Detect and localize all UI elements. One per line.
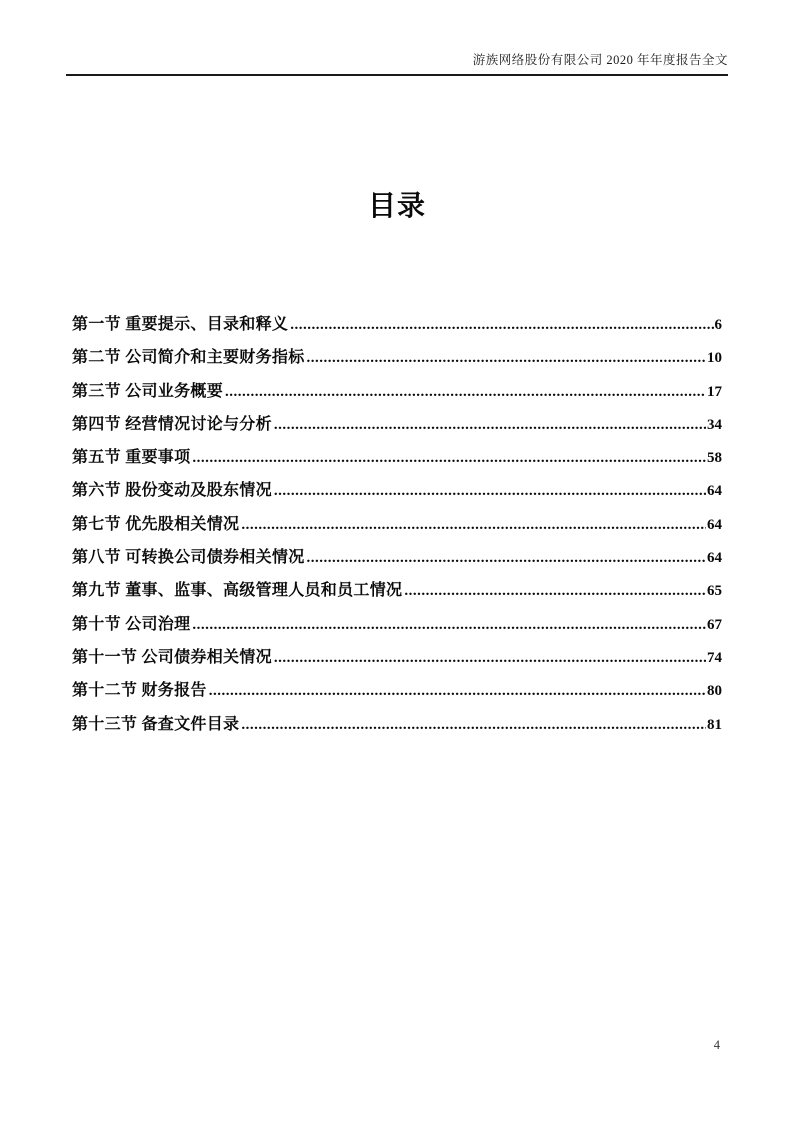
toc-dot-leader: [209, 675, 706, 708]
toc-entry[interactable]: [72, 308, 722, 341]
toc-dot-leader: [241, 509, 706, 542]
toc-entry-page: 74: [707, 649, 722, 666]
toc-entry[interactable]: [72, 574, 722, 607]
page-header: [66, 0, 728, 76]
page-number: 4: [713, 1038, 720, 1052]
toc-entry-page: 80: [707, 683, 722, 700]
toc-entry[interactable]: [72, 641, 722, 674]
toc-entry-page: 65: [707, 583, 722, 600]
toc-entry-page: 64: [707, 550, 722, 567]
toc-dot-leader: [192, 442, 706, 475]
toc-dot-leader: [274, 409, 706, 442]
toc-entry-label: 第四节 经营情况讨论与分析: [72, 415, 272, 433]
toc-dot-leader: [241, 709, 706, 742]
toc-entry-label: 第二节 公司简介和主要财务指标: [72, 349, 305, 367]
toc-entry-label: 第七节 优先股相关情况: [72, 515, 240, 533]
toc-entry[interactable]: [72, 441, 722, 474]
toc-entry-page: 58: [707, 450, 722, 467]
toc-dot-leader: [307, 342, 706, 375]
toc-entry-label: 第六节 股份变动及股东情况: [72, 482, 272, 500]
toc-dot-leader: [404, 575, 706, 608]
toc-entry-page: 17: [707, 383, 722, 400]
toc-entry[interactable]: [72, 608, 722, 641]
toc-entry-page: 6: [714, 317, 722, 333]
report-header-title: 游族网络股份有限公司 2020 年年度报告全文: [472, 53, 728, 67]
toc-entry-label: 第八节 可转换公司债券相关情况: [72, 549, 305, 567]
toc-entry[interactable]: [72, 708, 722, 741]
toc-entry-page: 81: [707, 716, 722, 733]
toc-entry[interactable]: [72, 408, 722, 441]
toc-entry-label: 第五节 重要事项: [72, 449, 191, 467]
toc-entry[interactable]: [72, 508, 722, 541]
toc-dot-leader: [274, 642, 706, 675]
toc-dot-leader: [274, 475, 706, 508]
toc-dot-leader: [192, 609, 706, 642]
toc-entry-label: 第九节 董事、监事、高级管理人员和员工情况: [72, 582, 403, 600]
toc-entry[interactable]: [72, 674, 722, 707]
toc-entry-page: 67: [707, 616, 722, 633]
toc-title: 目录: [367, 191, 426, 222]
toc-entry-label: 第一节 重要提示、目录和释义: [72, 316, 289, 333]
page-footer: [72, 1036, 720, 1054]
toc-dot-leader: [290, 309, 713, 342]
toc-dot-leader: [225, 376, 706, 409]
toc-entry[interactable]: [72, 375, 722, 408]
toc-entry[interactable]: [72, 474, 722, 507]
toc-entry-page: 34: [707, 416, 722, 433]
toc-entry[interactable]: [72, 541, 722, 574]
toc-entry-page: 64: [707, 516, 722, 533]
toc-entry-label: 第十二节 财务报告: [72, 682, 207, 700]
toc-entry-page: 64: [707, 483, 722, 500]
toc-entry-label: 第十三节 备查文件目录: [72, 715, 240, 733]
toc-entry-page: 10: [707, 350, 722, 367]
toc-entry-label: 第十一节 公司债券相关情况: [72, 648, 272, 666]
toc-entry-label: 第三节 公司业务概要: [72, 382, 224, 400]
toc-entry[interactable]: [72, 341, 722, 374]
toc-dot-leader: [307, 542, 706, 575]
toc-list: [72, 308, 722, 741]
toc-entry-label: 第十节 公司治理: [72, 615, 191, 633]
